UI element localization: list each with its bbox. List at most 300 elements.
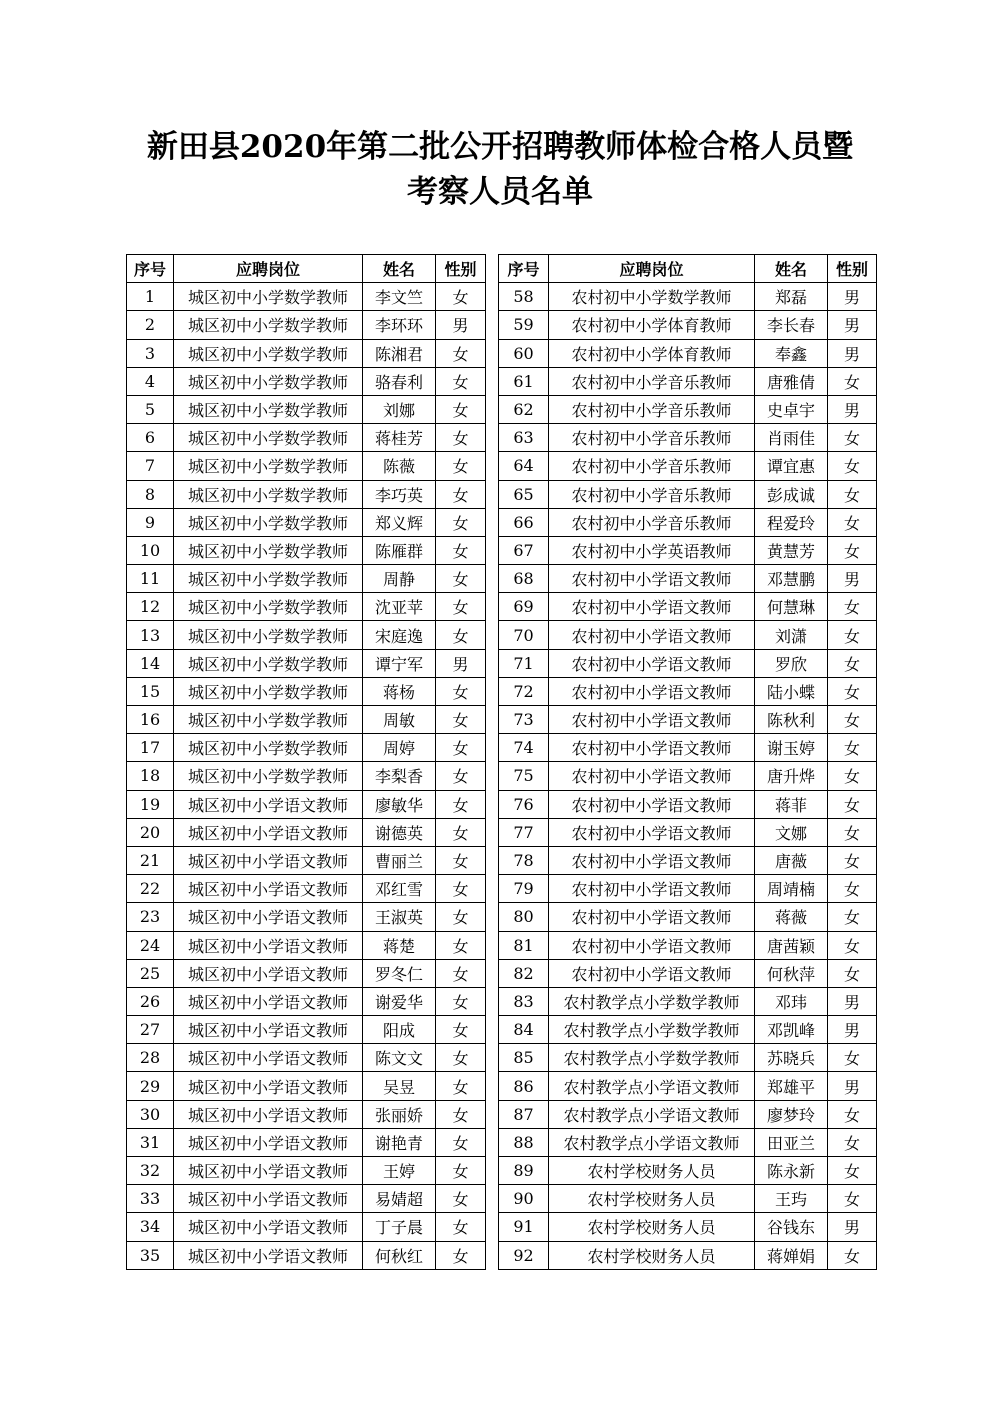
cell-position: 城区初中小学数学教师 — [174, 649, 363, 677]
cell-no: 87 — [499, 1100, 549, 1128]
cell-name: 廖敏华 — [363, 790, 436, 818]
cell-no: 28 — [127, 1044, 174, 1072]
cell-gender: 女 — [828, 818, 877, 846]
table-row — [127, 903, 486, 931]
cell-name: 唐薇 — [755, 846, 828, 874]
cell-name: 阳成 — [363, 1016, 436, 1044]
cell-name: 王婷 — [363, 1157, 436, 1185]
table-row — [499, 903, 877, 931]
cell-no: 83 — [499, 987, 549, 1015]
cell-position: 城区初中小学数学教师 — [174, 452, 363, 480]
table-row — [127, 1185, 486, 1213]
table-row — [499, 1100, 877, 1128]
cell-no: 22 — [127, 875, 174, 903]
cell-name: 陈秋利 — [755, 706, 828, 734]
table-row — [499, 734, 877, 762]
cell-name: 骆春利 — [363, 367, 436, 395]
cell-position: 城区初中小学数学教师 — [174, 424, 363, 452]
cell-position: 农村初中小学体育教师 — [549, 311, 755, 339]
cell-no: 35 — [127, 1241, 174, 1269]
cell-gender: 女 — [436, 536, 486, 564]
cell-gender: 女 — [828, 508, 877, 536]
cell-name: 张丽娇 — [363, 1100, 436, 1128]
cell-no: 68 — [499, 565, 549, 593]
cell-gender: 女 — [436, 1044, 486, 1072]
cell-gender: 女 — [436, 959, 486, 987]
cell-gender: 女 — [828, 931, 877, 959]
cell-position: 农村学校财务人员 — [549, 1157, 755, 1185]
cell-position: 农村初中小学语文教师 — [549, 818, 755, 846]
cell-name: 唐升烨 — [755, 762, 828, 790]
cell-position: 农村学校财务人员 — [549, 1241, 755, 1269]
header-name: 姓名 — [363, 255, 436, 283]
table-row — [499, 649, 877, 677]
table-row — [127, 508, 486, 536]
cell-position: 城区初中小学语文教师 — [174, 987, 363, 1015]
cell-no: 82 — [499, 959, 549, 987]
cell-name: 沈亚苹 — [363, 593, 436, 621]
cell-no: 77 — [499, 818, 549, 846]
table-row — [499, 931, 877, 959]
table-row — [499, 1072, 877, 1100]
cell-gender: 女 — [828, 959, 877, 987]
cell-gender: 女 — [828, 846, 877, 874]
cell-gender: 女 — [436, 339, 486, 367]
cell-gender: 女 — [828, 1241, 877, 1269]
cell-gender: 女 — [828, 734, 877, 762]
cell-name: 李环环 — [363, 311, 436, 339]
cell-position: 城区初中小学数学教师 — [174, 508, 363, 536]
cell-position: 城区初中小学语文教师 — [174, 1185, 363, 1213]
table-row — [127, 762, 486, 790]
table-row — [499, 987, 877, 1015]
cell-position: 农村初中小学音乐教师 — [549, 480, 755, 508]
cell-name: 陆小蝶 — [755, 677, 828, 705]
cell-gender: 女 — [436, 706, 486, 734]
cell-gender: 男 — [828, 395, 877, 423]
table-row — [127, 452, 486, 480]
cell-no: 60 — [499, 339, 549, 367]
table-row — [127, 1100, 486, 1128]
cell-name: 谢玉婷 — [755, 734, 828, 762]
cell-no: 31 — [127, 1128, 174, 1156]
cell-gender: 男 — [436, 311, 486, 339]
cell-position: 城区初中小学语文教师 — [174, 875, 363, 903]
cell-position: 农村初中小学音乐教师 — [549, 367, 755, 395]
cell-gender: 女 — [436, 452, 486, 480]
table-row — [127, 283, 486, 311]
cell-name: 何秋萍 — [755, 959, 828, 987]
cell-position: 农村初中小学语文教师 — [549, 706, 755, 734]
table-row — [499, 367, 877, 395]
cell-gender: 男 — [828, 1213, 877, 1241]
cell-position: 农村初中小学语文教师 — [549, 959, 755, 987]
cell-name: 宋庭逸 — [363, 621, 436, 649]
cell-name: 谭宁军 — [363, 649, 436, 677]
cell-name: 谷钱东 — [755, 1213, 828, 1241]
table-row — [127, 1157, 486, 1185]
cell-no: 23 — [127, 903, 174, 931]
cell-no: 34 — [127, 1213, 174, 1241]
cell-position: 农村教学点小学语文教师 — [549, 1100, 755, 1128]
cell-gender: 女 — [828, 677, 877, 705]
cell-gender: 女 — [436, 677, 486, 705]
document-title-line-2: 考察人员名单 — [407, 174, 593, 210]
cell-no: 63 — [499, 424, 549, 452]
table-row — [127, 424, 486, 452]
cell-name: 文娜 — [755, 818, 828, 846]
cell-name: 蒋桂芳 — [363, 424, 436, 452]
table-row — [499, 536, 877, 564]
cell-no: 2 — [127, 311, 174, 339]
cell-position: 农村教学点小学语文教师 — [549, 1128, 755, 1156]
cell-position: 农村初中小学语文教师 — [549, 649, 755, 677]
cell-name: 蒋杨 — [363, 677, 436, 705]
cell-gender: 女 — [828, 452, 877, 480]
cell-position: 农村学校财务人员 — [549, 1213, 755, 1241]
cell-gender: 女 — [828, 706, 877, 734]
header-no: 序号 — [499, 255, 549, 283]
cell-position: 城区初中小学语文教师 — [174, 1072, 363, 1100]
cell-position: 农村初中小学语文教师 — [549, 565, 755, 593]
cell-name: 陈薇 — [363, 452, 436, 480]
cell-position: 农村初中小学语文教师 — [549, 790, 755, 818]
table-row — [127, 565, 486, 593]
table-row — [127, 621, 486, 649]
cell-no: 70 — [499, 621, 549, 649]
cell-name: 李巧英 — [363, 480, 436, 508]
cell-no: 91 — [499, 1213, 549, 1241]
cell-no: 75 — [499, 762, 549, 790]
cell-gender: 女 — [436, 931, 486, 959]
cell-position: 农村初中小学体育教师 — [549, 339, 755, 367]
cell-no: 17 — [127, 734, 174, 762]
cell-no: 33 — [127, 1185, 174, 1213]
cell-no: 79 — [499, 875, 549, 903]
cell-position: 城区初中小学语文教师 — [174, 903, 363, 931]
cell-no: 72 — [499, 677, 549, 705]
cell-name: 曹丽兰 — [363, 846, 436, 874]
cell-gender: 男 — [828, 283, 877, 311]
cell-no: 5 — [127, 395, 174, 423]
cell-name: 周敏 — [363, 706, 436, 734]
cell-name: 唐茜颖 — [755, 931, 828, 959]
cell-no: 71 — [499, 649, 549, 677]
cell-name: 史卓宇 — [755, 395, 828, 423]
cell-gender: 女 — [436, 1100, 486, 1128]
cell-position: 城区初中小学语文教师 — [174, 790, 363, 818]
cell-name: 郑义辉 — [363, 508, 436, 536]
table-row — [127, 734, 486, 762]
cell-name: 陈湘君 — [363, 339, 436, 367]
table-row — [499, 959, 877, 987]
cell-gender: 女 — [828, 649, 877, 677]
cell-position: 城区初中小学数学教师 — [174, 283, 363, 311]
cell-name: 周靖楠 — [755, 875, 828, 903]
cell-name: 吴昱 — [363, 1072, 436, 1100]
header-position: 应聘岗位 — [174, 255, 363, 283]
table-row — [127, 931, 486, 959]
cell-gender: 女 — [436, 565, 486, 593]
cell-gender: 女 — [436, 1213, 486, 1241]
header-name: 姓名 — [755, 255, 828, 283]
cell-no: 4 — [127, 367, 174, 395]
cell-name: 李文竺 — [363, 283, 436, 311]
cell-gender: 女 — [436, 734, 486, 762]
cell-position: 农村初中小学语文教师 — [549, 762, 755, 790]
table-row — [127, 649, 486, 677]
cell-name: 邓慧鹏 — [755, 565, 828, 593]
cell-name: 刘娜 — [363, 395, 436, 423]
table-row — [127, 1044, 486, 1072]
cell-gender: 女 — [828, 903, 877, 931]
cell-gender: 男 — [828, 1072, 877, 1100]
cell-name: 谢艳青 — [363, 1128, 436, 1156]
cell-position: 城区初中小学数学教师 — [174, 677, 363, 705]
cell-name: 王玙 — [755, 1185, 828, 1213]
cell-name: 黄慧芳 — [755, 536, 828, 564]
cell-name: 陈永新 — [755, 1157, 828, 1185]
cell-name: 罗冬仁 — [363, 959, 436, 987]
cell-name: 程爱玲 — [755, 508, 828, 536]
cell-no: 90 — [499, 1185, 549, 1213]
cell-position: 城区初中小学语文教师 — [174, 1241, 363, 1269]
table-row — [499, 593, 877, 621]
table-row — [127, 1128, 486, 1156]
cell-gender: 女 — [828, 480, 877, 508]
table-row — [499, 1157, 877, 1185]
table-row — [499, 1213, 877, 1241]
cell-gender: 女 — [828, 621, 877, 649]
table-row — [499, 565, 877, 593]
cell-name: 何秋红 — [363, 1241, 436, 1269]
cell-position: 城区初中小学数学教师 — [174, 621, 363, 649]
cell-gender: 女 — [436, 1185, 486, 1213]
cell-no: 27 — [127, 1016, 174, 1044]
cell-no: 32 — [127, 1157, 174, 1185]
cell-name: 唐雅倩 — [755, 367, 828, 395]
table-row — [499, 339, 877, 367]
cell-position: 农村初中小学音乐教师 — [549, 452, 755, 480]
table-row — [127, 818, 486, 846]
table-row — [499, 1241, 877, 1269]
table-row — [499, 283, 877, 311]
cell-name: 谢爱华 — [363, 987, 436, 1015]
cell-no: 14 — [127, 649, 174, 677]
cell-no: 3 — [127, 339, 174, 367]
cell-position: 农村教学点小学数学教师 — [549, 987, 755, 1015]
cell-no: 78 — [499, 846, 549, 874]
cell-position: 城区初中小学数学教师 — [174, 706, 363, 734]
cell-position: 农村初中小学音乐教师 — [549, 508, 755, 536]
cell-gender: 女 — [436, 480, 486, 508]
table-row — [499, 395, 877, 423]
table-row — [499, 875, 877, 903]
cell-no: 88 — [499, 1128, 549, 1156]
document-title-line-1: 新田县2020年第二批公开招聘教师体检合格人员暨 — [146, 129, 854, 165]
cell-gender: 女 — [436, 1241, 486, 1269]
cell-position: 农村教学点小学数学教师 — [549, 1044, 755, 1072]
table-row — [127, 987, 486, 1015]
cell-position: 农村初中小学语文教师 — [549, 875, 755, 903]
cell-position: 农村初中小学语文教师 — [549, 593, 755, 621]
cell-position: 城区初中小学数学教师 — [174, 536, 363, 564]
cell-no: 59 — [499, 311, 549, 339]
cell-no: 7 — [127, 452, 174, 480]
cell-no: 89 — [499, 1157, 549, 1185]
table-row — [127, 311, 486, 339]
table-row — [127, 339, 486, 367]
cell-no: 69 — [499, 593, 549, 621]
cell-name: 邓玮 — [755, 987, 828, 1015]
cell-position: 城区初中小学语文教师 — [174, 1016, 363, 1044]
cell-no: 15 — [127, 677, 174, 705]
cell-no: 24 — [127, 931, 174, 959]
cell-name: 肖雨佳 — [755, 424, 828, 452]
header-no: 序号 — [127, 255, 174, 283]
table-row — [499, 706, 877, 734]
cell-gender: 男 — [828, 565, 877, 593]
table-row — [499, 1044, 877, 1072]
cell-gender: 女 — [436, 621, 486, 649]
cell-gender: 女 — [436, 593, 486, 621]
table-row — [499, 621, 877, 649]
cell-name: 陈雁群 — [363, 536, 436, 564]
cell-no: 81 — [499, 931, 549, 959]
cell-no: 62 — [499, 395, 549, 423]
cell-gender: 女 — [436, 1157, 486, 1185]
cell-position: 城区初中小学数学教师 — [174, 339, 363, 367]
cell-position: 城区初中小学语文教师 — [174, 1157, 363, 1185]
cell-gender: 女 — [436, 818, 486, 846]
table-row — [499, 424, 877, 452]
table-row — [127, 480, 486, 508]
cell-gender: 女 — [436, 846, 486, 874]
cell-position: 城区初中小学语文教师 — [174, 931, 363, 959]
table-row — [499, 1128, 877, 1156]
cell-gender: 女 — [436, 903, 486, 931]
cell-position: 城区初中小学数学教师 — [174, 565, 363, 593]
cell-name: 何慧琳 — [755, 593, 828, 621]
table-row — [127, 1213, 486, 1241]
cell-gender: 女 — [436, 367, 486, 395]
cell-no: 21 — [127, 846, 174, 874]
cell-no: 66 — [499, 508, 549, 536]
cell-gender: 女 — [436, 1016, 486, 1044]
cell-name: 李长春 — [755, 311, 828, 339]
header-position: 应聘岗位 — [549, 255, 755, 283]
cell-position: 城区初中小学语文教师 — [174, 1128, 363, 1156]
cell-gender: 女 — [436, 1128, 486, 1156]
cell-no: 61 — [499, 367, 549, 395]
cell-name: 罗欣 — [755, 649, 828, 677]
table-row — [499, 762, 877, 790]
cell-position: 城区初中小学数学教师 — [174, 593, 363, 621]
cell-no: 64 — [499, 452, 549, 480]
cell-no: 73 — [499, 706, 549, 734]
cell-position: 城区初中小学语文教师 — [174, 818, 363, 846]
cell-no: 25 — [127, 959, 174, 987]
header-gender: 性别 — [436, 255, 486, 283]
cell-gender: 女 — [828, 424, 877, 452]
table-row — [499, 818, 877, 846]
cell-name: 易婧超 — [363, 1185, 436, 1213]
cell-position: 农村初中小学音乐教师 — [549, 424, 755, 452]
cell-gender: 女 — [828, 1128, 877, 1156]
cell-position: 城区初中小学数学教师 — [174, 311, 363, 339]
cell-name: 丁子晨 — [363, 1213, 436, 1241]
cell-position: 农村初中小学语文教师 — [549, 621, 755, 649]
cell-no: 19 — [127, 790, 174, 818]
cell-position: 城区初中小学语文教师 — [174, 1213, 363, 1241]
cell-name: 郑磊 — [755, 283, 828, 311]
cell-no: 26 — [127, 987, 174, 1015]
table-row — [499, 480, 877, 508]
cell-position: 城区初中小学数学教师 — [174, 734, 363, 762]
cell-gender: 男 — [828, 987, 877, 1015]
table-row — [127, 593, 486, 621]
table-row — [127, 536, 486, 564]
cell-name: 周静 — [363, 565, 436, 593]
cell-gender: 女 — [828, 536, 877, 564]
cell-position: 农村初中小学语文教师 — [549, 931, 755, 959]
cell-gender: 女 — [828, 790, 877, 818]
cell-gender: 女 — [828, 1157, 877, 1185]
cell-name: 刘潇 — [755, 621, 828, 649]
cell-no: 11 — [127, 565, 174, 593]
cell-name: 彭成诚 — [755, 480, 828, 508]
cell-name: 奉鑫 — [755, 339, 828, 367]
cell-name: 苏晓兵 — [755, 1044, 828, 1072]
cell-position: 农村初中小学语文教师 — [549, 903, 755, 931]
table-row — [127, 959, 486, 987]
table-row — [127, 367, 486, 395]
cell-gender: 女 — [828, 593, 877, 621]
cell-name: 谭宜惠 — [755, 452, 828, 480]
cell-name: 邓凯峰 — [755, 1016, 828, 1044]
cell-position: 城区初中小学数学教师 — [174, 395, 363, 423]
table-row — [499, 846, 877, 874]
table-row — [499, 1185, 877, 1213]
cell-no: 10 — [127, 536, 174, 564]
cell-gender: 男 — [828, 1016, 877, 1044]
cell-name: 王淑英 — [363, 903, 436, 931]
cell-no: 86 — [499, 1072, 549, 1100]
cell-no: 12 — [127, 593, 174, 621]
cell-gender: 女 — [828, 1044, 877, 1072]
cell-gender: 女 — [436, 508, 486, 536]
cell-no: 6 — [127, 424, 174, 452]
cell-position: 农村初中小学数学教师 — [549, 283, 755, 311]
header-gender: 性别 — [828, 255, 877, 283]
cell-position: 农村学校财务人员 — [549, 1185, 755, 1213]
cell-gender: 女 — [828, 875, 877, 903]
cell-no: 20 — [127, 818, 174, 846]
table-row — [127, 395, 486, 423]
cell-name: 蒋菲 — [755, 790, 828, 818]
cell-gender: 男 — [436, 649, 486, 677]
cell-gender: 女 — [828, 762, 877, 790]
cell-name: 郑雄平 — [755, 1072, 828, 1100]
cell-position: 农村初中小学语文教师 — [549, 734, 755, 762]
cell-position: 城区初中小学语文教师 — [174, 846, 363, 874]
cell-gender: 女 — [436, 424, 486, 452]
cell-no: 16 — [127, 706, 174, 734]
roster-table-right — [498, 254, 877, 1270]
cell-position: 城区初中小学语文教师 — [174, 959, 363, 987]
cell-position: 农村教学点小学数学教师 — [549, 1016, 755, 1044]
cell-gender: 女 — [436, 987, 486, 1015]
